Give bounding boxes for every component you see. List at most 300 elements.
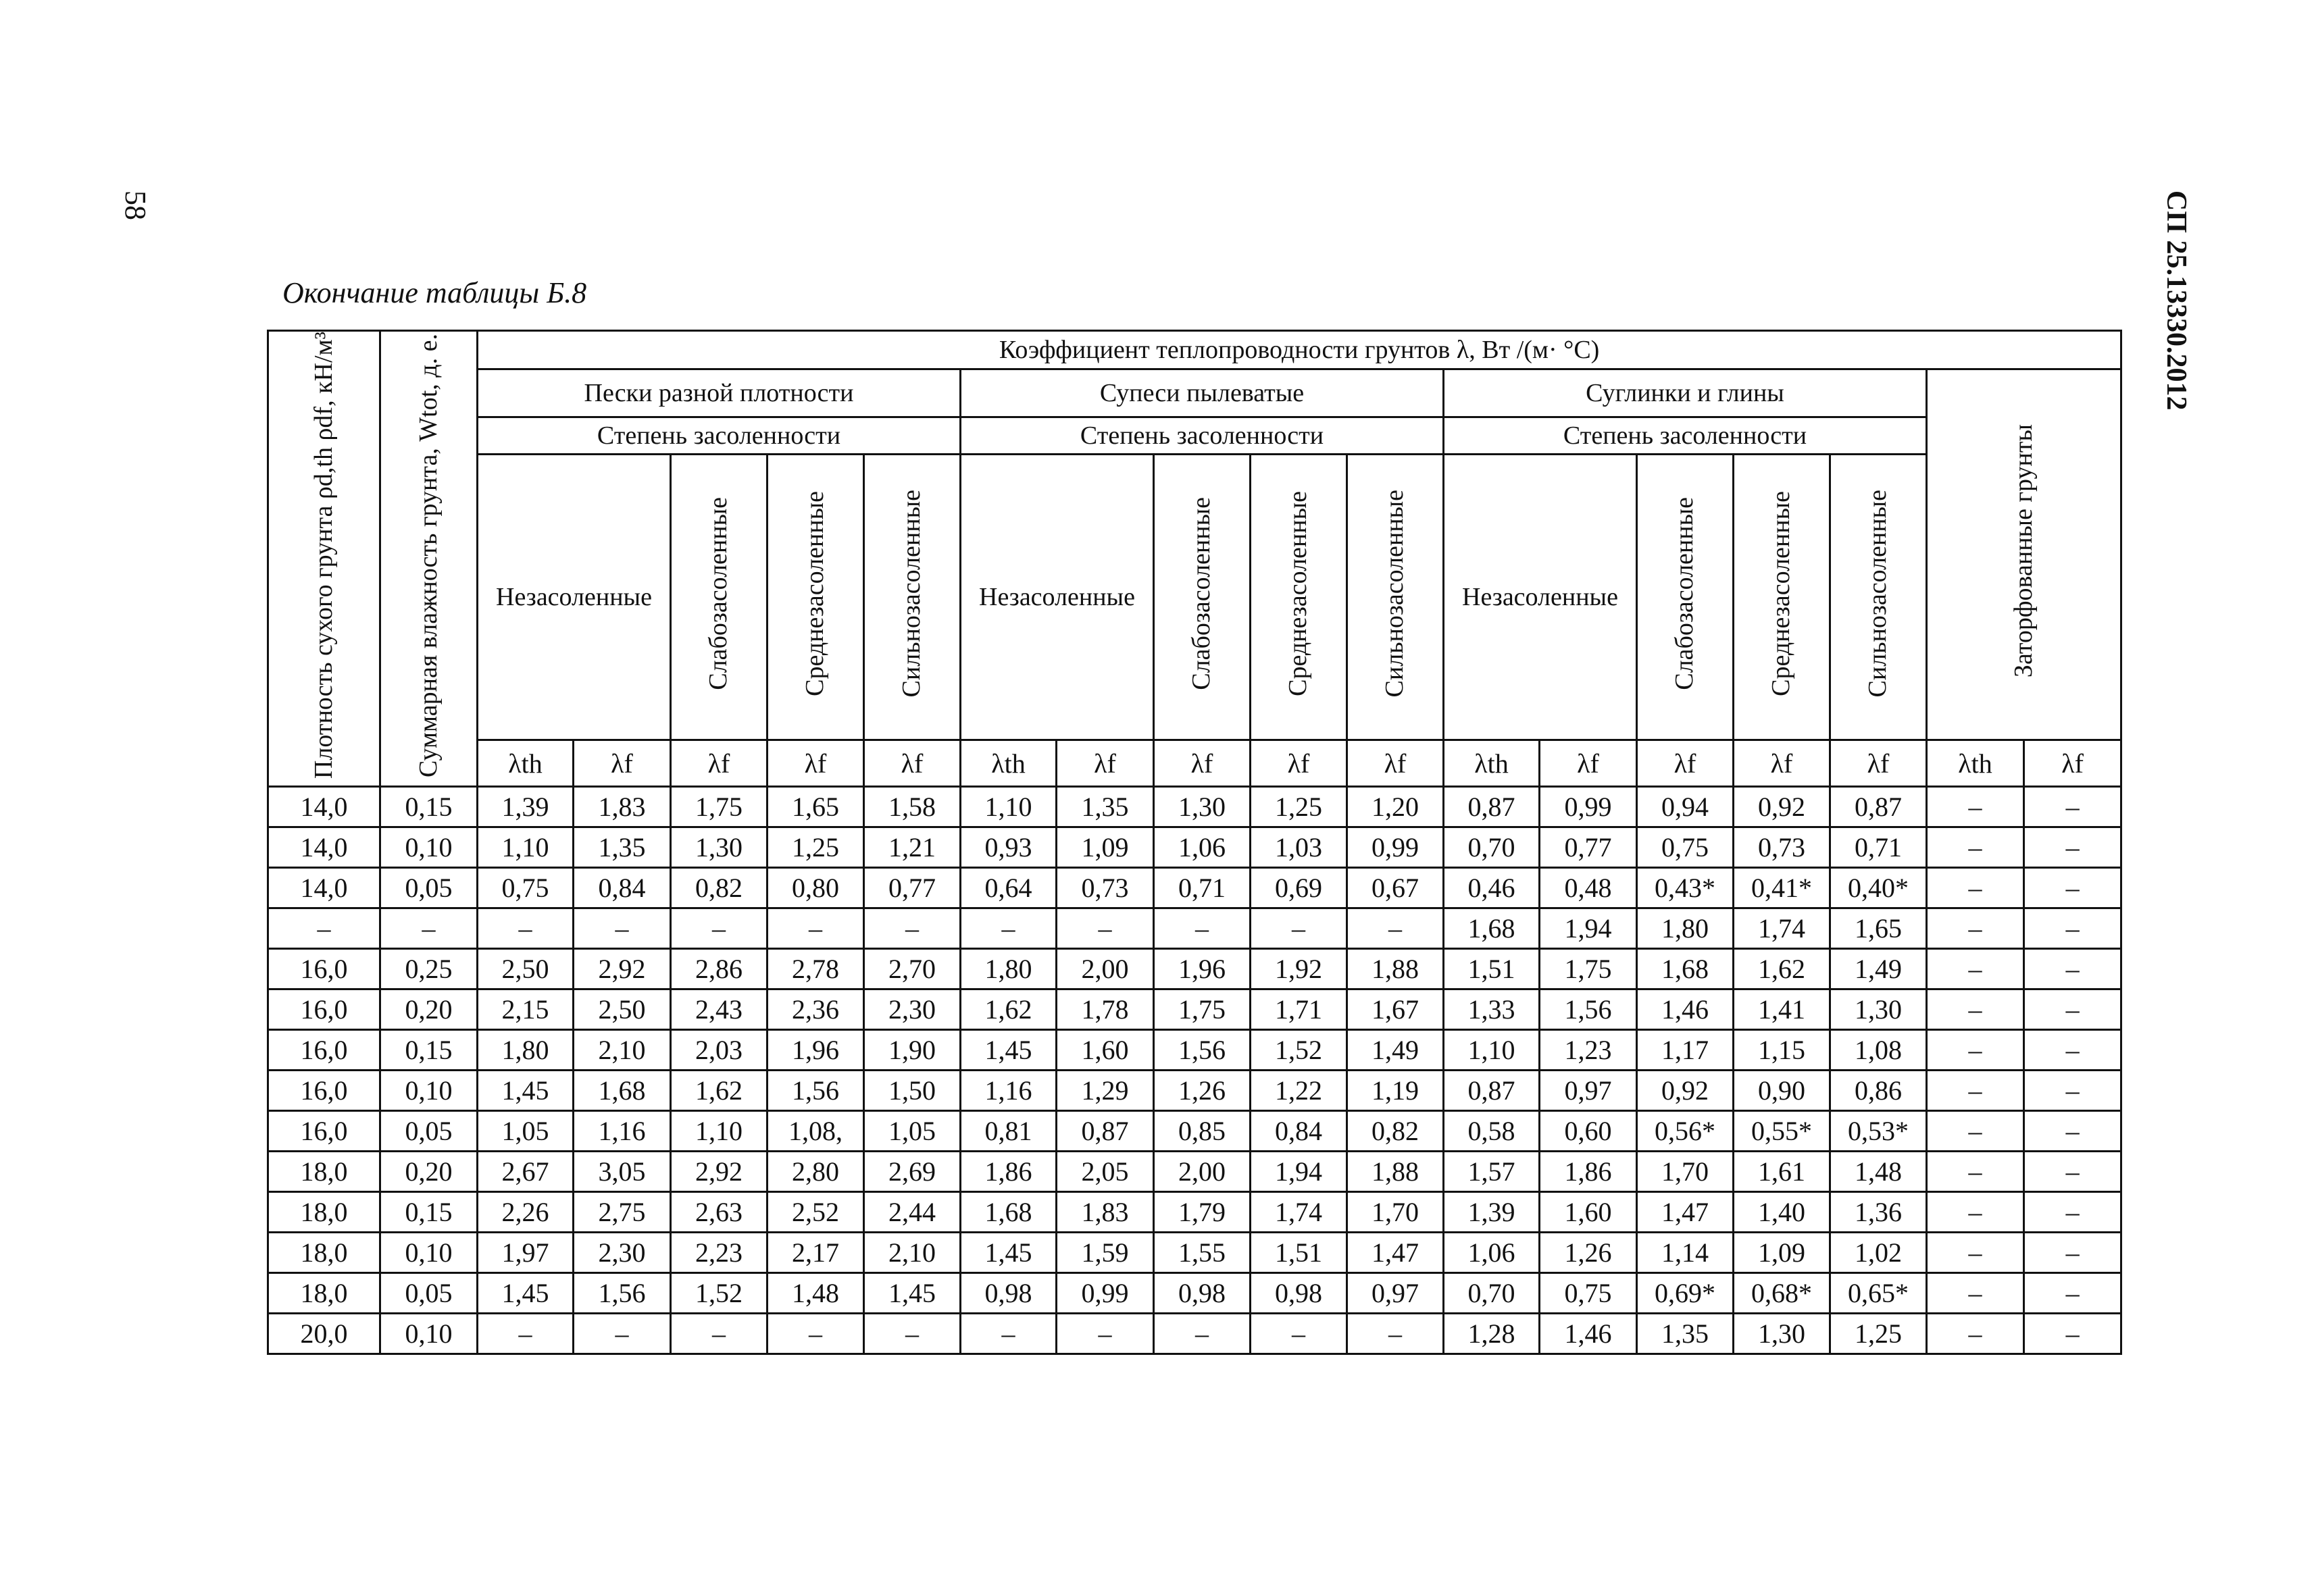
value-cell: 1,46	[1637, 989, 1734, 1030]
lambda-f-symbol: λf	[1637, 740, 1734, 787]
value-cell: –	[1154, 908, 1251, 949]
table-caption: Окончание таблицы Б.8	[282, 276, 587, 309]
value-cell: 1,56	[574, 1273, 671, 1314]
value-cell: 1,83	[574, 787, 671, 827]
value-cell: –	[1347, 908, 1444, 949]
value-cell: 0,93	[961, 827, 1057, 868]
table-row	[268, 1273, 2121, 1314]
value-cell: 2,92	[574, 949, 671, 989]
value-cell: 1,52	[671, 1273, 768, 1314]
value-cell: –	[1927, 1030, 2024, 1071]
value-cell: 2,50	[574, 989, 671, 1030]
value-cell: 1,68	[574, 1071, 671, 1111]
value-cell: –	[1927, 1233, 2024, 1273]
value-cell: 1,45	[478, 1273, 574, 1314]
moisture-cell: 0,25	[380, 949, 478, 989]
density-cell: 18,0	[268, 1192, 380, 1233]
table-title: Коэффициент теплопроводности грунтов λ, Вт /(м· °С)	[478, 331, 2121, 369]
table-row	[268, 949, 2121, 989]
value-cell: 1,47	[1637, 1192, 1734, 1233]
value-cell: 0,92	[1734, 787, 1830, 827]
value-cell: 0,58	[1444, 1111, 1540, 1152]
lambda-f-symbol: λf	[1540, 740, 1637, 787]
value-cell: 1,51	[1444, 949, 1540, 989]
lambda-th-symbol: λth	[1444, 740, 1540, 787]
kind-label: Среднезасоленные	[801, 491, 830, 696]
value-cell: 0,81	[961, 1111, 1057, 1152]
value-cell: –	[1927, 1111, 2024, 1152]
value-cell: 1,10	[961, 787, 1057, 827]
value-cell: 1,25	[768, 827, 864, 868]
value-cell: 1,30	[671, 827, 768, 868]
peat-header-label: Заторфованные грунты	[2009, 424, 2038, 678]
density-cell: 18,0	[268, 1233, 380, 1273]
value-cell: 1,50	[864, 1071, 961, 1111]
value-cell: 2,05	[1057, 1152, 1154, 1192]
value-cell: 0,48	[1540, 868, 1637, 908]
value-cell: 1,78	[1057, 989, 1154, 1030]
kind-label: Среднезасоленные	[1767, 491, 1796, 696]
value-cell: 1,30	[1830, 989, 1927, 1030]
value-cell: 3,05	[574, 1152, 671, 1192]
density-cell: 16,0	[268, 949, 380, 989]
value-cell: 2,15	[478, 989, 574, 1030]
moisture-cell: 0,15	[380, 787, 478, 827]
value-cell: –	[2024, 989, 2121, 1030]
value-cell: 0,56*	[1637, 1111, 1734, 1152]
table-row	[268, 1071, 2121, 1111]
value-cell: 1,88	[1347, 1152, 1444, 1192]
density-cell: 20,0	[268, 1314, 380, 1354]
value-cell: –	[2024, 1273, 2121, 1314]
value-cell: 1,48	[1830, 1152, 1927, 1192]
value-cell: 2,26	[478, 1192, 574, 1233]
value-cell: 1,35	[1637, 1314, 1734, 1354]
moisture-header	[380, 331, 478, 787]
moisture-cell: 0,05	[380, 1273, 478, 1314]
value-cell: 2,63	[671, 1192, 768, 1233]
value-cell: 1,94	[1540, 908, 1637, 949]
moisture-cell: 0,20	[380, 1152, 478, 1192]
value-cell: 1,45	[961, 1233, 1057, 1273]
density-header	[268, 331, 380, 787]
value-cell: 1,97	[478, 1233, 574, 1273]
value-cell: –	[2024, 908, 2121, 949]
value-cell: –	[2024, 1030, 2121, 1071]
value-cell: 1,35	[1057, 787, 1154, 827]
value-cell: 0,55*	[1734, 1111, 1830, 1152]
value-cell: 1,70	[1347, 1192, 1444, 1233]
value-cell: 1,39	[1444, 1192, 1540, 1233]
value-cell: 1,16	[574, 1111, 671, 1152]
salinity-degree-loams-clays: Степень засоленности	[1444, 417, 1927, 455]
value-cell: 0,75	[478, 868, 574, 908]
value-cell: –	[478, 908, 574, 949]
value-cell: 1,09	[1057, 827, 1154, 868]
value-cell: 1,26	[1540, 1233, 1637, 1273]
value-cell: 1,19	[1347, 1071, 1444, 1111]
value-cell: 1,75	[1540, 949, 1637, 989]
density-cell: 16,0	[268, 1071, 380, 1111]
kind-label: Сильнозасоленные	[1380, 490, 1409, 698]
conductivity-table	[267, 330, 2122, 1355]
moisture-cell: 0,15	[380, 1030, 478, 1071]
value-cell: 1,08,	[768, 1111, 864, 1152]
moisture-cell: 0,20	[380, 989, 478, 1030]
value-cell: 1,06	[1444, 1233, 1540, 1273]
value-cell: 1,56	[1540, 989, 1637, 1030]
value-cell: 1,68	[1637, 949, 1734, 989]
kind-label: Сильнозасоленные	[897, 490, 926, 698]
value-cell: 1,48	[768, 1273, 864, 1314]
value-cell: –	[1927, 1314, 2024, 1354]
lambda-th-symbol: λth	[961, 740, 1057, 787]
lambda-f-symbol: λf	[1154, 740, 1251, 787]
value-cell: 2,30	[574, 1233, 671, 1273]
lambda-f-symbol: λf	[2024, 740, 2121, 787]
value-cell: 1,45	[478, 1071, 574, 1111]
value-cell: 1,57	[1444, 1152, 1540, 1192]
value-cell: 1,52	[1251, 1030, 1347, 1071]
value-cell: 1,61	[1734, 1152, 1830, 1192]
value-cell: 0,80	[768, 868, 864, 908]
moisture-cell: 0,10	[380, 1314, 478, 1354]
value-cell: 1,56	[1154, 1030, 1251, 1071]
lambda-th-symbol: λth	[1927, 740, 2024, 787]
value-cell: 2,43	[671, 989, 768, 1030]
value-cell: 0,82	[671, 868, 768, 908]
value-cell: –	[2024, 1192, 2121, 1233]
value-cell: 2,23	[671, 1233, 768, 1273]
value-cell: 1,09	[1734, 1233, 1830, 1273]
value-cell: 0,87	[1444, 787, 1540, 827]
value-cell: 2,92	[671, 1152, 768, 1192]
table-row	[268, 1314, 2121, 1354]
table-row	[268, 989, 2121, 1030]
value-cell: 1,86	[1540, 1152, 1637, 1192]
value-cell: –	[864, 1314, 961, 1354]
kind-medium-saline	[1251, 455, 1347, 740]
value-cell: 1,80	[961, 949, 1057, 989]
value-cell: –	[1927, 908, 2024, 949]
value-cell: 0,87	[1057, 1111, 1154, 1152]
value-cell: –	[671, 1314, 768, 1354]
value-cell: 1,05	[478, 1111, 574, 1152]
lambda-symbol-row	[268, 740, 2121, 787]
value-cell: 0,84	[574, 868, 671, 908]
value-cell: 1,79	[1154, 1192, 1251, 1233]
value-cell: 1,88	[1347, 949, 1444, 989]
value-cell: 1,40	[1734, 1192, 1830, 1233]
value-cell: –	[2024, 1233, 2121, 1273]
value-cell: 1,92	[1251, 949, 1347, 989]
value-cell: 2,52	[768, 1192, 864, 1233]
value-cell: –	[961, 908, 1057, 949]
value-cell: 0,98	[1154, 1273, 1251, 1314]
kind-label: Слабозасоленные	[1670, 497, 1699, 690]
kind-slightly-saline	[1637, 455, 1734, 740]
group-sands: Пески разной плотности	[478, 369, 961, 417]
value-cell: 1,59	[1057, 1233, 1154, 1273]
moisture-cell: 0,05	[380, 1111, 478, 1152]
value-cell: –	[1927, 949, 2024, 989]
value-cell: –	[2024, 868, 2121, 908]
kind-slightly-saline	[671, 455, 768, 740]
value-cell: 0,99	[1347, 827, 1444, 868]
value-cell: 0,64	[961, 868, 1057, 908]
lambda-f-symbol: λf	[864, 740, 961, 787]
value-cell: –	[2024, 827, 2121, 868]
value-cell: 1,60	[1057, 1030, 1154, 1071]
value-cell: 0,60	[1540, 1111, 1637, 1152]
density-cell: 16,0	[268, 989, 380, 1030]
value-cell: 1,94	[1251, 1152, 1347, 1192]
value-cell: 1,15	[1734, 1030, 1830, 1071]
value-cell: –	[1927, 989, 2024, 1030]
value-cell: 1,28	[1444, 1314, 1540, 1354]
value-cell: –	[2024, 1152, 2121, 1192]
value-cell: 1,90	[864, 1030, 961, 1071]
value-cell: –	[574, 908, 671, 949]
table-row	[268, 827, 2121, 868]
document-code: СП 25.13330.2012	[2161, 190, 2192, 411]
value-cell: 1,49	[1830, 949, 1927, 989]
value-cell: –	[478, 1314, 574, 1354]
kind-nonsaline: Незасоленные	[478, 455, 671, 740]
table-row	[268, 1111, 2121, 1152]
density-cell: 14,0	[268, 827, 380, 868]
peat-header	[1927, 369, 2121, 740]
value-cell: 1,55	[1154, 1233, 1251, 1273]
group-loams-clays: Суглинки и глины	[1444, 369, 1927, 417]
value-cell: –	[2024, 1071, 2121, 1111]
value-cell: 1,45	[864, 1273, 961, 1314]
value-cell: –	[2024, 787, 2121, 827]
value-cell: 1,68	[1444, 908, 1540, 949]
table-row	[268, 787, 2121, 827]
value-cell: 1,10	[478, 827, 574, 868]
value-cell: 1,62	[1734, 949, 1830, 989]
value-cell: 0,99	[1057, 1273, 1154, 1314]
value-cell: 2,67	[478, 1152, 574, 1192]
value-cell: 1,70	[1637, 1152, 1734, 1192]
value-cell: –	[1927, 1273, 2024, 1314]
value-cell: 2,80	[768, 1152, 864, 1192]
value-cell: –	[1347, 1314, 1444, 1354]
value-cell: 1,02	[1830, 1233, 1927, 1273]
value-cell: –	[1251, 908, 1347, 949]
value-cell: –	[574, 1314, 671, 1354]
value-cell: 0,87	[1830, 787, 1927, 827]
value-cell: 2,78	[768, 949, 864, 989]
lambda-f-symbol: λf	[574, 740, 671, 787]
value-cell: 0,71	[1154, 868, 1251, 908]
value-cell: –	[671, 908, 768, 949]
kind-nonsaline: Незасоленные	[1444, 455, 1637, 740]
density-cell: –	[268, 908, 380, 949]
moisture-cell: 0,15	[380, 1192, 478, 1233]
value-cell: –	[768, 1314, 864, 1354]
value-cell: 0,85	[1154, 1111, 1251, 1152]
value-cell: 0,43*	[1637, 868, 1734, 908]
value-cell: 1,67	[1347, 989, 1444, 1030]
value-cell: 2,30	[864, 989, 961, 1030]
value-cell: 1,60	[1540, 1192, 1637, 1233]
value-cell: 1,41	[1734, 989, 1830, 1030]
value-cell: 1,21	[864, 827, 961, 868]
density-cell: 16,0	[268, 1030, 380, 1071]
value-cell: 1,58	[864, 787, 961, 827]
value-cell: 1,62	[961, 989, 1057, 1030]
value-cell: 1,17	[1637, 1030, 1734, 1071]
value-cell: 2,70	[864, 949, 961, 989]
table-row	[268, 868, 2121, 908]
value-cell: 1,96	[1154, 949, 1251, 989]
value-cell: 1,56	[768, 1071, 864, 1111]
value-cell: 2,00	[1057, 949, 1154, 989]
value-cell: 2,00	[1154, 1152, 1251, 1192]
value-cell: 1,74	[1251, 1192, 1347, 1233]
lambda-th-symbol: λth	[478, 740, 574, 787]
density-cell: 16,0	[268, 1111, 380, 1152]
value-cell: –	[2024, 1111, 2121, 1152]
value-cell: 0,98	[1251, 1273, 1347, 1314]
value-cell: 0,82	[1347, 1111, 1444, 1152]
value-cell: –	[1927, 1071, 2024, 1111]
value-cell: 0,69*	[1637, 1273, 1734, 1314]
value-cell: 0,99	[1540, 787, 1637, 827]
density-header-label: Плотность сухого грунта ρd,th ρdf, кН/м³	[309, 332, 338, 779]
value-cell: 1,80	[478, 1030, 574, 1071]
kind-label: Среднезасоленные	[1284, 491, 1313, 696]
value-cell: 1,80	[1637, 908, 1734, 949]
value-cell: 2,86	[671, 949, 768, 989]
value-cell: 0,73	[1734, 827, 1830, 868]
density-cell: 18,0	[268, 1152, 380, 1192]
value-cell: 1,06	[1154, 827, 1251, 868]
value-cell: 1,96	[768, 1030, 864, 1071]
value-cell: 1,03	[1251, 827, 1347, 868]
value-cell: 1,25	[1830, 1314, 1927, 1354]
value-cell: 1,05	[864, 1111, 961, 1152]
value-cell: 0,70	[1444, 827, 1540, 868]
value-cell: 0,86	[1830, 1071, 1927, 1111]
density-cell: 14,0	[268, 787, 380, 827]
value-cell: 1,35	[574, 827, 671, 868]
lambda-f-symbol: λf	[1734, 740, 1830, 787]
value-cell: 0,75	[1637, 827, 1734, 868]
value-cell: 1,68	[961, 1192, 1057, 1233]
value-cell: 0,71	[1830, 827, 1927, 868]
value-cell: 1,10	[1444, 1030, 1540, 1071]
value-cell: 1,16	[961, 1071, 1057, 1111]
value-cell: 0,92	[1637, 1071, 1734, 1111]
table-row	[268, 1152, 2121, 1192]
value-cell: 2,36	[768, 989, 864, 1030]
value-cell: 0,53*	[1830, 1111, 1927, 1152]
table-row	[268, 1030, 2121, 1071]
value-cell: 0,87	[1444, 1071, 1540, 1111]
value-cell: 0,77	[864, 868, 961, 908]
group-sandy-loams: Супеси пылеватые	[961, 369, 1444, 417]
kind-label: Слабозасоленные	[1187, 497, 1216, 690]
value-cell: 1,30	[1734, 1314, 1830, 1354]
salinity-degree-sands: Степень засоленности	[478, 417, 961, 455]
moisture-cell: –	[380, 908, 478, 949]
value-cell: 1,75	[1154, 989, 1251, 1030]
value-cell: –	[864, 908, 961, 949]
value-cell: 0,90	[1734, 1071, 1830, 1111]
value-cell: 1,62	[671, 1071, 768, 1111]
value-cell: 0,68*	[1734, 1273, 1830, 1314]
value-cell: 1,46	[1540, 1314, 1637, 1354]
kind-strongly-saline	[1347, 455, 1444, 740]
value-cell: –	[1927, 1152, 2024, 1192]
value-cell: 2,03	[671, 1030, 768, 1071]
moisture-header-label: Суммарная влажность грунта, Wtot, д. е.	[413, 333, 443, 777]
value-cell: 1,71	[1251, 989, 1347, 1030]
lambda-f-symbol: λf	[1057, 740, 1154, 787]
kind-medium-saline	[1734, 455, 1830, 740]
lambda-f-symbol: λf	[1830, 740, 1927, 787]
lambda-f-symbol: λf	[671, 740, 768, 787]
value-cell: –	[2024, 1314, 2121, 1354]
value-cell: 1,22	[1251, 1071, 1347, 1111]
value-cell: –	[1927, 1192, 2024, 1233]
kind-strongly-saline	[864, 455, 961, 740]
value-cell: 0,94	[1637, 787, 1734, 827]
lambda-f-symbol: λf	[1347, 740, 1444, 787]
table-row	[268, 908, 2121, 949]
value-cell: 1,25	[1251, 787, 1347, 827]
value-cell: 1,36	[1830, 1192, 1927, 1233]
value-cell: –	[1154, 1314, 1251, 1354]
value-cell: 1,45	[961, 1030, 1057, 1071]
table-row	[268, 1233, 2121, 1273]
value-cell: 1,14	[1637, 1233, 1734, 1273]
value-cell: 0,73	[1057, 868, 1154, 908]
value-cell: 1,65	[768, 787, 864, 827]
kind-label: Сильнозасоленные	[1863, 490, 1892, 698]
lambda-f-symbol: λf	[1251, 740, 1347, 787]
value-cell: 1,20	[1347, 787, 1444, 827]
value-cell: 1,39	[478, 787, 574, 827]
table-row	[268, 1192, 2121, 1233]
value-cell: –	[1927, 868, 2024, 908]
value-cell: 0,97	[1347, 1273, 1444, 1314]
value-cell: 0,69	[1251, 868, 1347, 908]
value-cell: 2,44	[864, 1192, 961, 1233]
value-cell: –	[1057, 1314, 1154, 1354]
value-cell: –	[1057, 908, 1154, 949]
value-cell: 1,08	[1830, 1030, 1927, 1071]
kind-nonsaline: Незасоленные	[961, 455, 1154, 740]
value-cell: 0,67	[1347, 868, 1444, 908]
value-cell: –	[1251, 1314, 1347, 1354]
value-cell: 1,29	[1057, 1071, 1154, 1111]
moisture-cell: 0,10	[380, 1233, 478, 1273]
kind-medium-saline	[768, 455, 864, 740]
density-cell: 14,0	[268, 868, 380, 908]
lambda-f-symbol: λf	[768, 740, 864, 787]
page-number: 58	[119, 190, 152, 220]
value-cell: 0,75	[1540, 1273, 1637, 1314]
value-cell: –	[2024, 949, 2121, 989]
kind-slightly-saline	[1154, 455, 1251, 740]
kind-strongly-saline	[1830, 455, 1927, 740]
value-cell: 0,41*	[1734, 868, 1830, 908]
value-cell: 1,65	[1830, 908, 1927, 949]
